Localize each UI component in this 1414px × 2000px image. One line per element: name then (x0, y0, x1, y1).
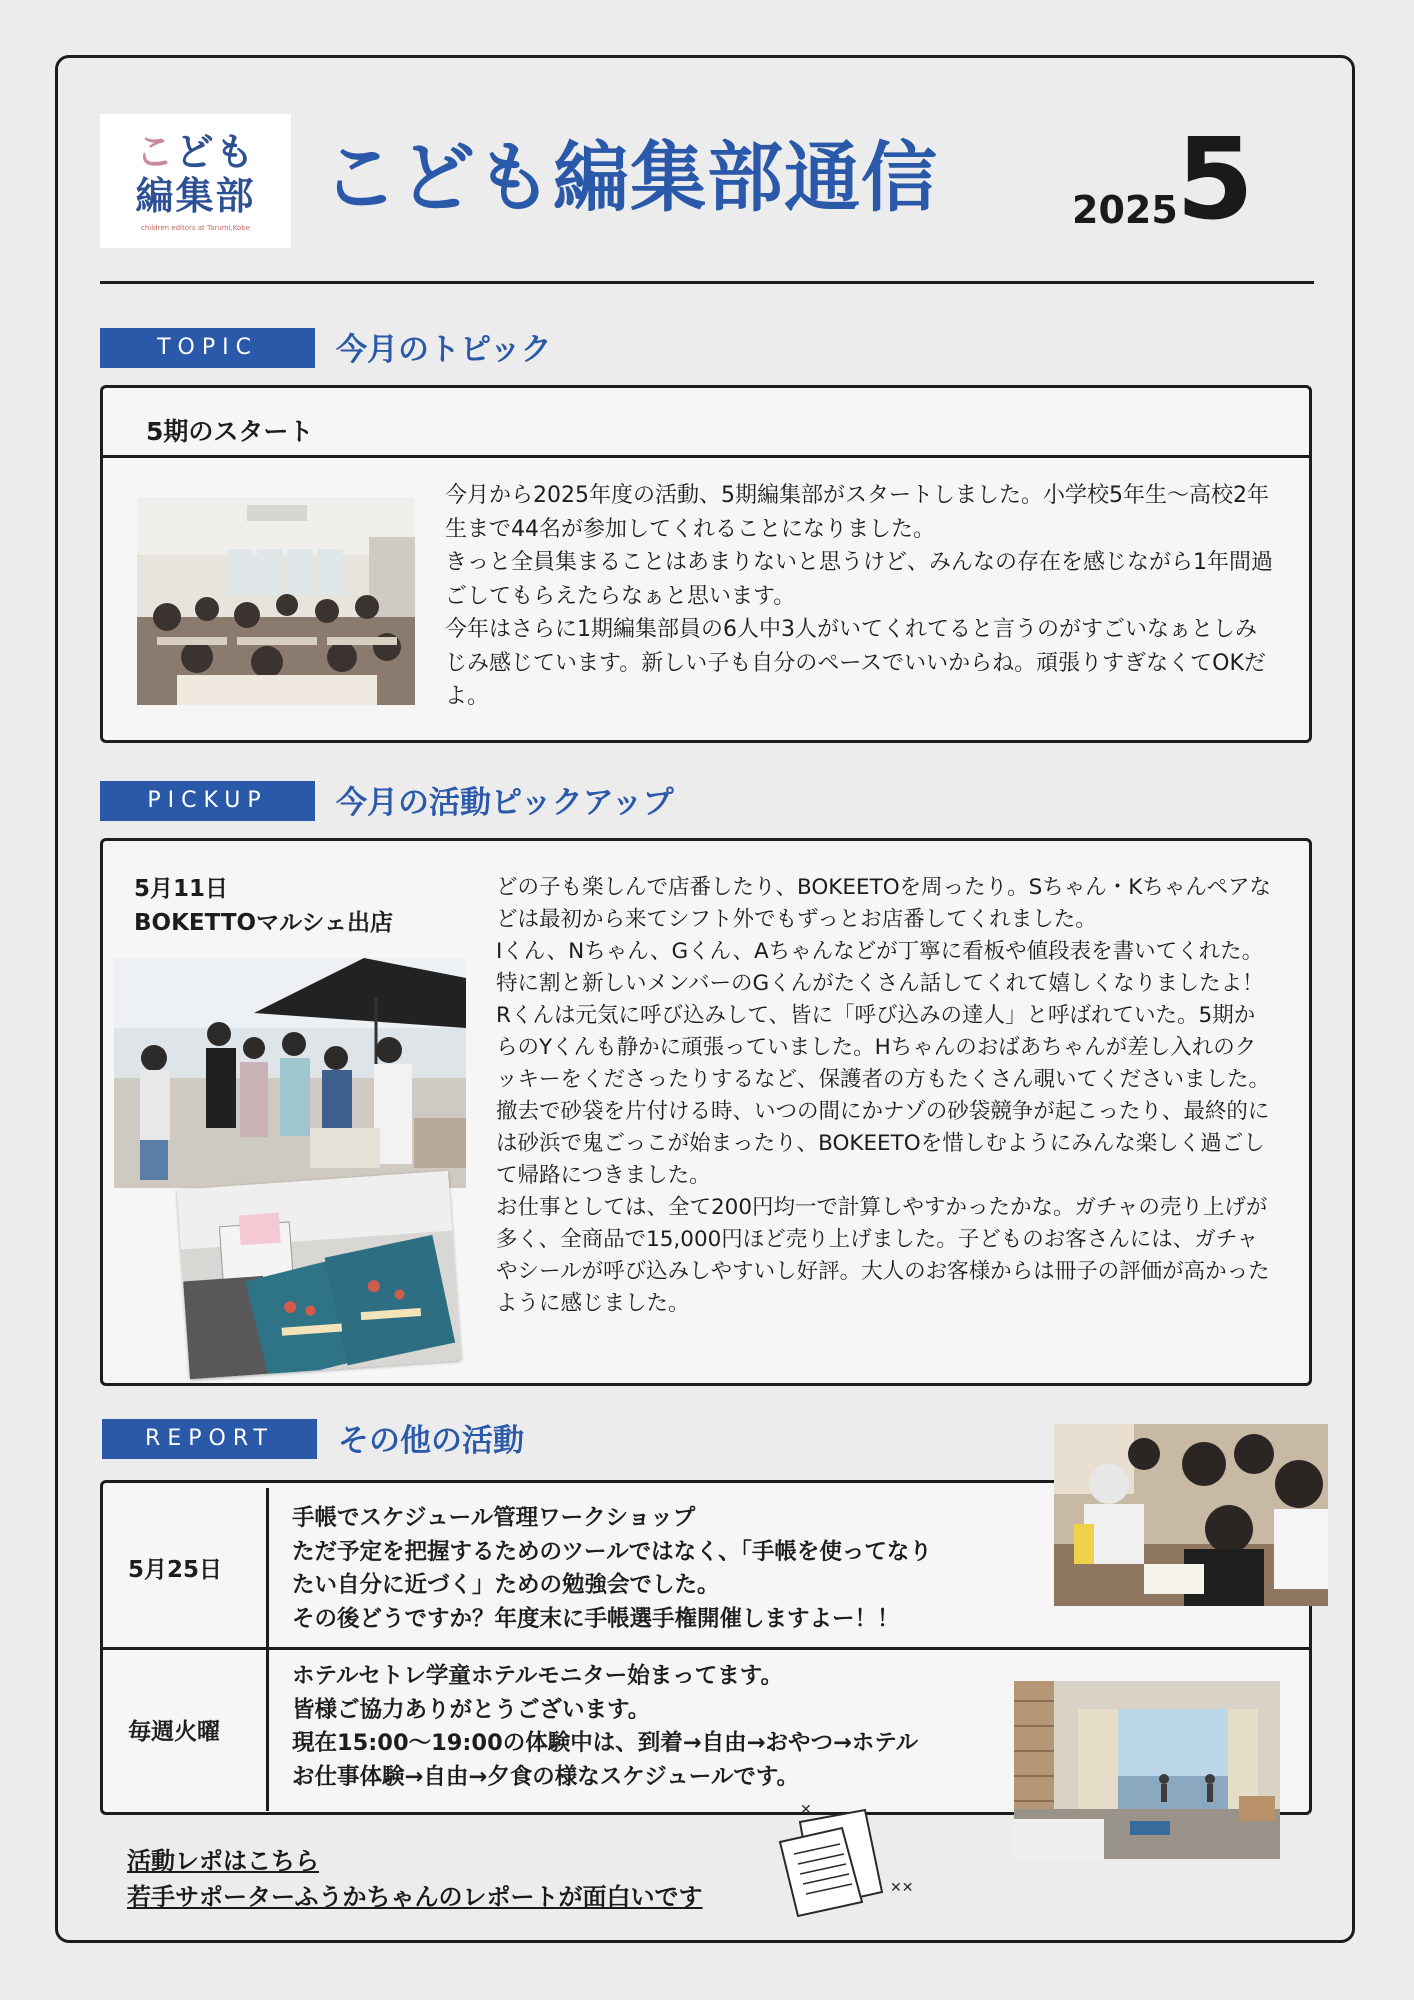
marche-photo (114, 958, 466, 1188)
flyer-photo (177, 1171, 462, 1380)
topic-section-title: 今月のトピック (336, 332, 552, 368)
logo-tagline: children editors at Tarumi,Kobe (140, 224, 251, 232)
report-section-title: その他の活動 (338, 1423, 524, 1459)
report-line: ホテルセトレ学童ホテルモニター始まってます。 (292, 1663, 783, 1689)
report-line: 現在15:00〜19:00の体験中は、到着→自由→おやつ→ホテル (292, 1730, 919, 1756)
logo-text-1: ども (175, 130, 256, 174)
report-line: お仕事体験→自由→夕食の様なスケジュールです。 (292, 1763, 800, 1790)
report-line: たい自分に近づく」ための勉強会でした。 (292, 1572, 720, 1598)
report-row-label: 毎週火曜 (128, 1719, 220, 1745)
logo-mark: こ (135, 130, 176, 174)
pickup-event: BOKETTOマルシェ出店 (134, 910, 394, 936)
report-row-label: 5月25日 (128, 1557, 223, 1583)
page-title: こども編集部通信 (322, 133, 938, 222)
report-line: その後どうですか？年度末に手帳選手権開催しますよー！！ (292, 1605, 900, 1632)
sparkle-icon: ✕✕ (890, 1880, 914, 1896)
topic-tag: TOPIC (100, 328, 315, 368)
papers-icon (770, 1802, 910, 1922)
meeting-photo (137, 497, 415, 705)
topic-divider (100, 455, 1312, 458)
issue-number: 5 (1176, 115, 1254, 245)
report-table-row-divider (100, 1647, 1312, 1650)
pickup-paragraph: どの子も楽しんで店番したり、BOKEETOを周ったり。Sちゃん・Kちゃんペアなどは最初から来てシフト外でもずっとお店番してくれました。 (496, 875, 1271, 932)
workshop-photo (1054, 1424, 1328, 1606)
report-line: 皆様ご協力ありがとうございます。 (292, 1696, 651, 1723)
hotel-room-photo (1014, 1681, 1280, 1859)
pickup-paragraph: お仕事としては、全て200円均一で計算しやすかったかな。ガチャの売り上げが多く、全商品で15,000円ほど売り上げました。子どものお客さんには、ガチャやシールが呼び込みしやすいし好評。大人のお客様からは冊子の評価が高かったように感じました。 (496, 1195, 1270, 1316)
report-tag: REPORT (102, 1419, 317, 1459)
pickup-section-title: 今月の活動ピックアップ (336, 785, 674, 821)
pickup-tag: PICKUP (100, 781, 315, 821)
topic-paragraph: 今年はさらに1期編集部員の6人中3人がいてくれてると言うのがすごいなぁとしみじみ感じています。新しい子も自分のペースでいいからね。頑張りすぎなくてOKだよ。 (445, 617, 1266, 709)
header-divider (100, 281, 1314, 284)
topic-paragraph: きっと全員集まることはあまりないと思うけど、みんなの存在を感じながら1年間過ごしてもらえたらなぁと思います。 (445, 550, 1273, 609)
sparkle-icon: ✕ (800, 1802, 812, 1818)
pickup-date-block (134, 872, 393, 940)
logo-text-2: 編集部 (135, 174, 256, 218)
report-row-text (292, 1502, 932, 1636)
pickup-paragraph: Iくん、Nちゃん、Gくん、Aちゃんなどが丁寧に看板や値段表を書いてくれた。特に割と新しいメンバーのGくんがたくさん話してくれて嬉しくなりましたよ！Rくんは元気に呼び込みして、皆に「呼び込みの達人」と呼ばれていた。5期からのYくんも静かに頑張っていました。Hちゃんのおばあちゃんが差し入れのクッキーをくださったりするなど、保護者の方もたくさん覗いてくださいました。撤去で砂袋を片付ける時、いつの間にかナゾの砂袋競争が起こったり、最終的には砂浜で鬼ごっこが始まったり、BOKEETOを惜しむようにみんな楽しく過ごして帰路につきました。 (496, 939, 1271, 1188)
issue-year: 2025 (1072, 188, 1178, 232)
topic-heading: 5期のスタート (146, 417, 314, 446)
supporter-report-link[interactable]: 若手サポーターふうかちゃんのレポートが面白いです (127, 1883, 703, 1911)
activity-report-link[interactable]: 活動レポはこちら (127, 1847, 319, 1875)
footer-links (127, 1843, 703, 1915)
pickup-date: 5月11日 (134, 876, 229, 902)
report-line: ただ予定を把握するためのツールではなく、「手帳を使ってなり (292, 1538, 932, 1565)
report-row-text (292, 1660, 918, 1794)
logo (100, 114, 291, 248)
topic-paragraph: 今月から2025年度の活動、5期編集部がスタートしました。小学校5年生〜高校2年生まで44名が参加してくれることになりました。 (445, 483, 1269, 542)
topic-body (445, 479, 1275, 714)
report-line: 手帳でスケジュール管理ワークショップ (292, 1505, 696, 1531)
pickup-body (496, 872, 1276, 1320)
